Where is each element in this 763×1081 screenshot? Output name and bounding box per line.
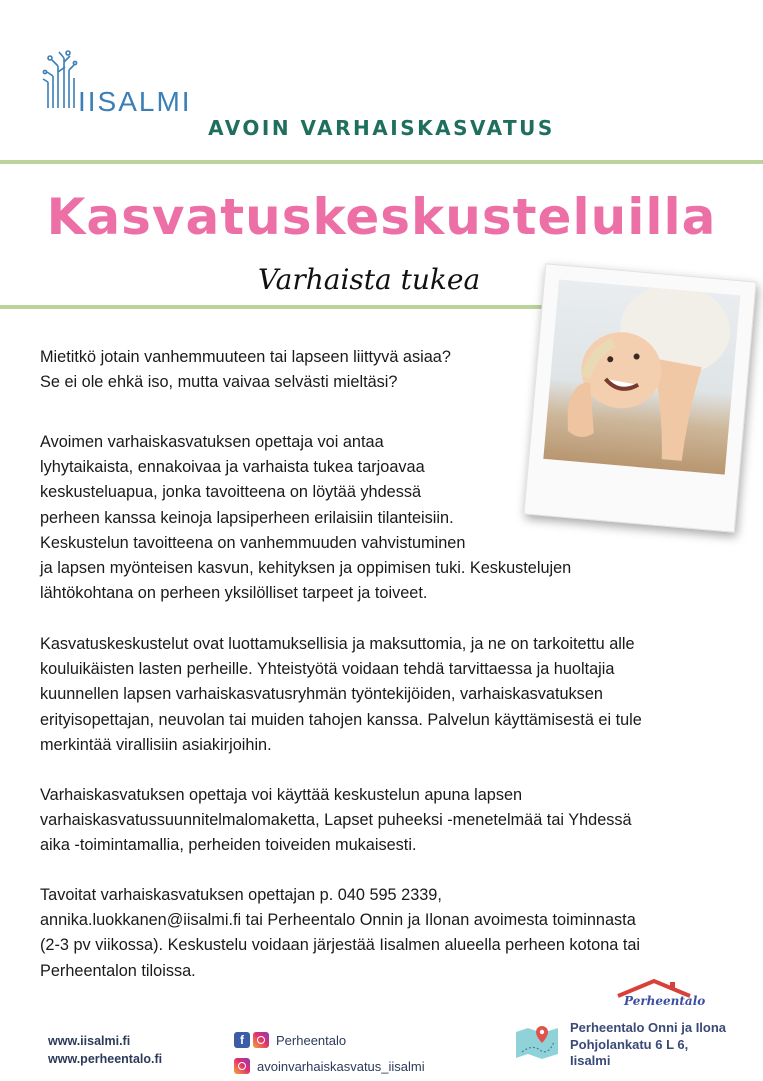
social-label: avoinvarhaiskasvatus_iisalmi — [257, 1058, 425, 1074]
map-pin-icon — [514, 1024, 560, 1060]
tagline: Varhaista tukea — [258, 263, 481, 296]
footer-links — [48, 1032, 162, 1068]
text-line: Perheentalon tiloissa. — [40, 961, 196, 980]
paragraph-2 — [40, 430, 740, 606]
text-line: Keskustelun tavoitteena on vanhemmuuden vahvistuminen — [40, 533, 466, 552]
instagram-icon — [253, 1032, 269, 1048]
text-line: keskusteluapua, jonka tavoitteena on löytää yhdessä — [40, 483, 422, 502]
header-subtitle: AVOIN VARHAISKASVATUS — [208, 116, 555, 140]
text-line: merkintää virallisiin asiakirjoihin. — [40, 735, 272, 754]
address-line: Pohjolankatu 6 L 6, — [570, 1036, 689, 1052]
text-line: Tavoitat varhaiskasvatuksen opettajan p. 040 595 2339, — [40, 886, 442, 904]
text-line: varhaiskasvatussuunnitelmalomaketta, Lapset puheeksi -menetelmää tai Yhdessä — [40, 811, 632, 830]
instagram-icon — [234, 1058, 250, 1074]
page-title: Kasvatuskeskusteluilla — [46, 188, 717, 246]
perheentalo-logo-text: Perheentalo — [624, 994, 706, 1008]
text-line: lyhytaikaista, ennakoivaa ja varhaista tukea tarjoavaa — [40, 458, 425, 477]
social-row-instagram[interactable] — [234, 1055, 425, 1077]
text-line: erityisopettajan, neuvolan tai muiden tahojen kanssa. Palvelun käyttämisestä ei tule — [40, 710, 642, 729]
facebook-icon: f — [234, 1032, 250, 1048]
tree-logo-icon — [40, 48, 80, 110]
social-links — [234, 1029, 425, 1081]
text-line: kouluikäisten lasten perheille. Yhteistyötä voidaan tehdä tarvittaessa ja huoltajia — [40, 660, 615, 679]
logo-text: IISALMI — [78, 86, 192, 117]
social-label: Perheentalo — [276, 1032, 347, 1048]
social-row-perheentalo[interactable] — [234, 1029, 425, 1051]
divider-top — [0, 160, 763, 164]
text-line: Mietitkö jotain vanhemmuuteen tai lapseen liittyvä asiaa? — [40, 348, 451, 366]
text-line: annika.luokkanen@iisalmi.fi tai Perheentalo Onnin ja Ilonan avoimesta toiminnasta — [40, 911, 636, 930]
link-iisalmi[interactable]: www.iisalmi.fi — [48, 1034, 131, 1048]
text-line: Kasvatuskeskustelut ovat luottamuksellisia ja maksuttomia, ja ne on tarkoitettu alle — [40, 635, 635, 653]
text-line: Varhaiskasvatuksen opettaja voi käyttää keskustelun apuna lapsen — [40, 786, 523, 804]
divider-bottom — [0, 305, 560, 309]
address-line: Iisalmi — [570, 1053, 611, 1068]
address-block — [570, 1020, 726, 1070]
paragraph-1 — [40, 345, 520, 395]
paragraph-5 — [40, 883, 730, 984]
paragraph-3 — [40, 632, 730, 758]
address-line: Perheentalo Onni ja Ilona — [570, 1020, 727, 1035]
text-line: perheen kanssa keinoja lapsiperheen erilaisiin tilanteisiin. — [40, 508, 454, 527]
text-line: (2-3 pv viikossa). Keskustelu voidaan järjestää Iisalmen alueella perheen kotona tai — [40, 936, 641, 955]
text-line: ja lapsen myönteisen kasvun, kehityksen ja oppimisen tuki. Keskustelujen — [40, 559, 572, 578]
text-line: Avoimen varhaiskasvatuksen opettaja voi antaa — [40, 433, 384, 451]
perheentalo-logo — [614, 978, 706, 1012]
text-line: lähtökohtana on perheen yksilölliset tarpeet ja toiveet. — [40, 584, 428, 603]
text-line: kuunnellen lapsen varhaiskasvatusryhmän työntekijöiden, varhaiskasvatuksen — [40, 685, 603, 704]
link-perheentalo[interactable]: www.perheentalo.fi — [48, 1052, 163, 1066]
text-line: Se ei ole ehkä iso, mutta vaivaa selvästi mieltäsi? — [40, 373, 398, 392]
text-line: aika -toimintamallia, perheiden toiveiden mukaisesti. — [40, 836, 417, 855]
iisalmi-logo — [40, 48, 210, 117]
paragraph-4 — [40, 783, 730, 859]
